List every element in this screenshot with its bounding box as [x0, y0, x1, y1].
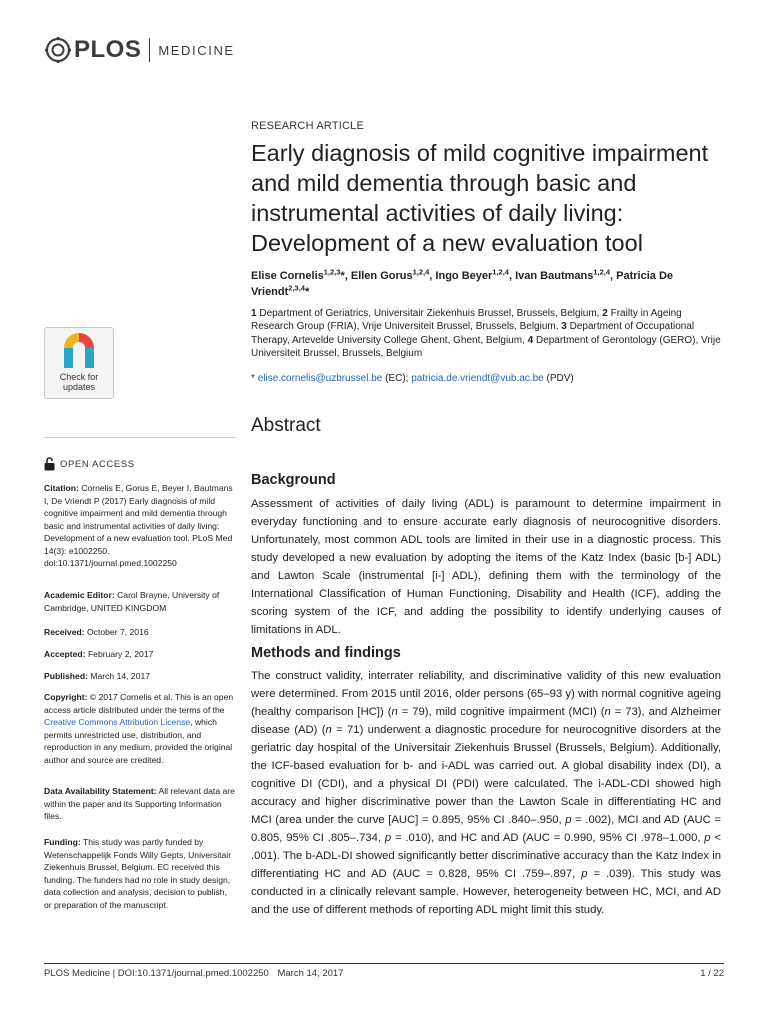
stat-symbol: n [325, 724, 332, 736]
citation-label: Citation: [44, 483, 79, 493]
corresp-who-ec: (EC); [385, 373, 409, 384]
author-separator: , [610, 270, 617, 282]
affiliation-text: Department of Geriatrics, Universitair Ziekenhuis Brussel, Brussels, Belgium, [256, 308, 603, 319]
logo-divider [149, 38, 150, 62]
author-name-text: Patricia De Vriendt [251, 270, 674, 298]
open-access-badge [44, 457, 135, 471]
received-label: Received: [44, 627, 85, 637]
stat-symbol: n [604, 706, 611, 718]
affiliation-number: 4 [527, 334, 534, 346]
affiliation-text: Department of Occupational Therapy, Artevelde University College Ghent, Ghent, Belgium, [251, 321, 695, 346]
sidebar-divider [44, 437, 236, 438]
article-title: Early diagnosis of mild cognitive impairment and mild dementia through basic and instrumental activities of daily living: Development of a new evaluation tool [251, 140, 709, 256]
copyright-block [44, 691, 236, 766]
affiliations [251, 307, 721, 360]
affiliation-text: Frailty in Ageing Research Group (FRIA), Vrije Universiteit Brussel, Brussels, Belgium, [251, 308, 682, 333]
citation-block [44, 482, 236, 570]
footer-doi: PLOS Medicine | DOI:10.1371/journal.pmed.1002250 [44, 968, 269, 979]
corresp-who-pdv: (PDV) [546, 373, 574, 384]
open-lock-icon [44, 457, 55, 471]
published-label: Published: [44, 671, 88, 681]
author-name [251, 267, 351, 282]
author-list [251, 268, 721, 300]
methods-text-run: = .039). This study was conducted in a clinically relevant sample. However, heterogeneity between HC, MCI, and AD and the use of different methods of reporting ADL might limit this study. [251, 868, 721, 916]
received-block [44, 626, 236, 639]
funding-text: This study was partly funded by Wetenschappelijk Fonds Willy Gepts, Universitair Ziekenhuis Brussel, Belgium. EC received this funding. The funders had no role in study design, data collection and analysis, decision to publish, or preparation of the manuscript. [44, 837, 232, 910]
correspondence [251, 372, 721, 386]
author-affiliation-marker: 1,2,4 [412, 267, 430, 277]
crossmark-icon [45, 328, 113, 372]
email-link-pdv[interactable]: patricia.de.vriendt@vub.ac.be [411, 373, 544, 384]
affiliation-number: 1 [251, 308, 257, 319]
copyright-label: Copyright: [44, 692, 88, 702]
footer-page-number: 1 / 22 [700, 968, 724, 979]
methods-heading: Methods and findings [251, 645, 401, 661]
article-type: RESEARCH ARTICLE [251, 120, 365, 132]
methods-text-run: = 79), mild cognitive impairment (MCI) ( [397, 706, 605, 718]
stat-symbol: p [565, 814, 572, 826]
plos-medicine-logo[interactable] [44, 34, 235, 66]
funding-block [44, 836, 236, 911]
author-name-text: Ellen Gorus [350, 270, 413, 282]
corresponding-author-mark: * [304, 286, 310, 298]
affiliation-number: 3 [561, 321, 567, 333]
methods-text-run: = .002), MCI and AD (AUC = 0.805, 95% CI .805–.734, [251, 814, 722, 844]
footer-citation [44, 968, 343, 979]
plos-logo-icon [44, 36, 72, 64]
corresponding-author-mark: * [340, 270, 345, 282]
author-name-text: Ivan Bautmans [515, 270, 594, 282]
methods-text-run: = 73), and Alzheimer disease (AD) ( [251, 706, 721, 736]
author-affiliation-marker: 1,2,4 [492, 267, 509, 277]
author-separator: , [344, 270, 351, 282]
published-text: March 14, 2017 [90, 671, 151, 681]
author-name [350, 267, 436, 282]
cc-license-link[interactable]: Creative Commons Attribution License [44, 717, 191, 727]
logo-brand: PLOS [74, 36, 142, 63]
author-name [515, 267, 617, 282]
methods-text [251, 667, 721, 919]
editor-label: Academic Editor: [44, 590, 115, 600]
author-affiliation-marker: 1,2,4 [593, 267, 611, 277]
author-separator: , [429, 270, 436, 282]
logo-journal: MEDICINE [158, 42, 235, 58]
data-availability-label: Data Availability Statement: [44, 786, 157, 796]
methods-text-run: < .001). The b-ADL-DI showed significantly better discriminative accuracy than the Katz Index in differentiating HC and AD (AUC = 0.828, 95% CI .759–.897, [251, 832, 721, 880]
author-separator: , [508, 270, 516, 282]
corresp-star: * [251, 373, 255, 384]
author-name [435, 267, 516, 282]
stat-symbol: n [391, 706, 398, 718]
crossmark-line1: Check for [59, 372, 99, 382]
accepted-label: Accepted: [44, 649, 86, 659]
editor-text: Carol Brayne, University of Cambridge, UNITED KINGDOM [44, 590, 220, 613]
data-availability-block [44, 785, 236, 823]
background-heading: Background [251, 472, 336, 488]
footer-rule [44, 963, 724, 964]
citation-text: Cornelis E, Gorus E, Beyer I, Bautmans I, De Vriendt P (2017) Early diagnosis of mild cognitive impairment and mild dementia through basic and instrumental activities of daily living: Development of a new evaluation tool. PLoS Med 14(3): e1002250. doi:10.1371/journal.pmed.1002250 [44, 483, 233, 568]
stat-symbol: p [704, 832, 711, 844]
received-text: October 7, 2016 [87, 627, 149, 637]
check-for-updates-button[interactable] [44, 327, 114, 399]
copyright-text-post: , which permits unrestricted use, distribution, and reproduction in any medium, provided the original author and source are credited. [44, 717, 233, 765]
methods-text-run: = 71) underwent a diagnostic procedure for neurocognitive disorders at the geriatric day hospital of the Universitair Ziekenhuis Brussel (Brussels, Belgium). Additionally, the ICF-based evaluation for b- and i-ADL was carried out. A global disability index (DI), a cognitive DI (CDI), and a physical DI (PDI) were calculated. The i-ADL-CDI showed high accuracy and higher discriminative power than the Lawton Scale in differentiating HC and MCI (area under the curve [AUC] = 0.895, 95% CI .840–.950, [251, 724, 721, 826]
affiliation-item [251, 308, 602, 319]
published-block [44, 670, 236, 683]
copyright-text-pre: © 2017 Cornelis et al. This is an open access article distributed under the terms of the [44, 692, 234, 715]
affiliation-number: 2 [602, 308, 608, 319]
author-affiliation-marker: 1,2,3 [323, 267, 341, 277]
affiliation-text: Department of Gerontology (GERO), Vrije Universiteit Brussel, Brussels, Belgium [251, 334, 721, 359]
editor-block [44, 589, 236, 614]
email-link-ec[interactable]: elise.cornelis@uzbrussel.be [257, 373, 383, 384]
accepted-block [44, 648, 236, 661]
background-text: Assessment of activities of daily living (ADL) is paramount to determine impairment in everyday functioning and to ensure accurate early diagnosis of neurocognitive disorders. Unfortunately, most common ADL tools are limited in their use in a diagnostic process. This study developed a new evaluation by adopting the items of the Katz Index (basic [b-] ADL) and Lawton Scale (instrumental [i-] ADL), defining them with the terminology of the International Classification of Human Functioning, Disability and Health (ICF), adding the scoring system of the ICF, and adding the possibility to identify underlying causes of limitations in ADL. [251, 498, 721, 636]
stat-symbol: p [581, 868, 588, 880]
accepted-text: February 2, 2017 [87, 649, 154, 659]
crossmark-label [45, 372, 113, 392]
author-name-text: Ingo Beyer [435, 270, 493, 282]
data-availability-text: All relevant data are within the paper and its Supporting Information files. [44, 786, 235, 821]
crossmark-line2: updates [62, 382, 96, 392]
methods-text-run: The construct validity, interrater reliability, and discriminative validity of this new evaluation were determined. From 2015 until 2016, older persons (65–93 y) with normal cognitive ageing (healthy comparison [HC]) ( [251, 670, 721, 718]
open-access-label: OPEN ACCESS [60, 458, 135, 470]
methods-text-run: = .010), and HC and AD (AUC = 0.990, 95% CI .978–1.000, [391, 832, 705, 844]
stat-symbol: p [384, 832, 392, 844]
funding-label: Funding: [44, 837, 81, 847]
footer-date: March 14, 2017 [277, 968, 344, 979]
author-affiliation-marker: 2,3,4 [288, 283, 305, 293]
abstract-heading: Abstract [251, 415, 321, 436]
author-name-text: Elise Cornelis [251, 270, 324, 282]
